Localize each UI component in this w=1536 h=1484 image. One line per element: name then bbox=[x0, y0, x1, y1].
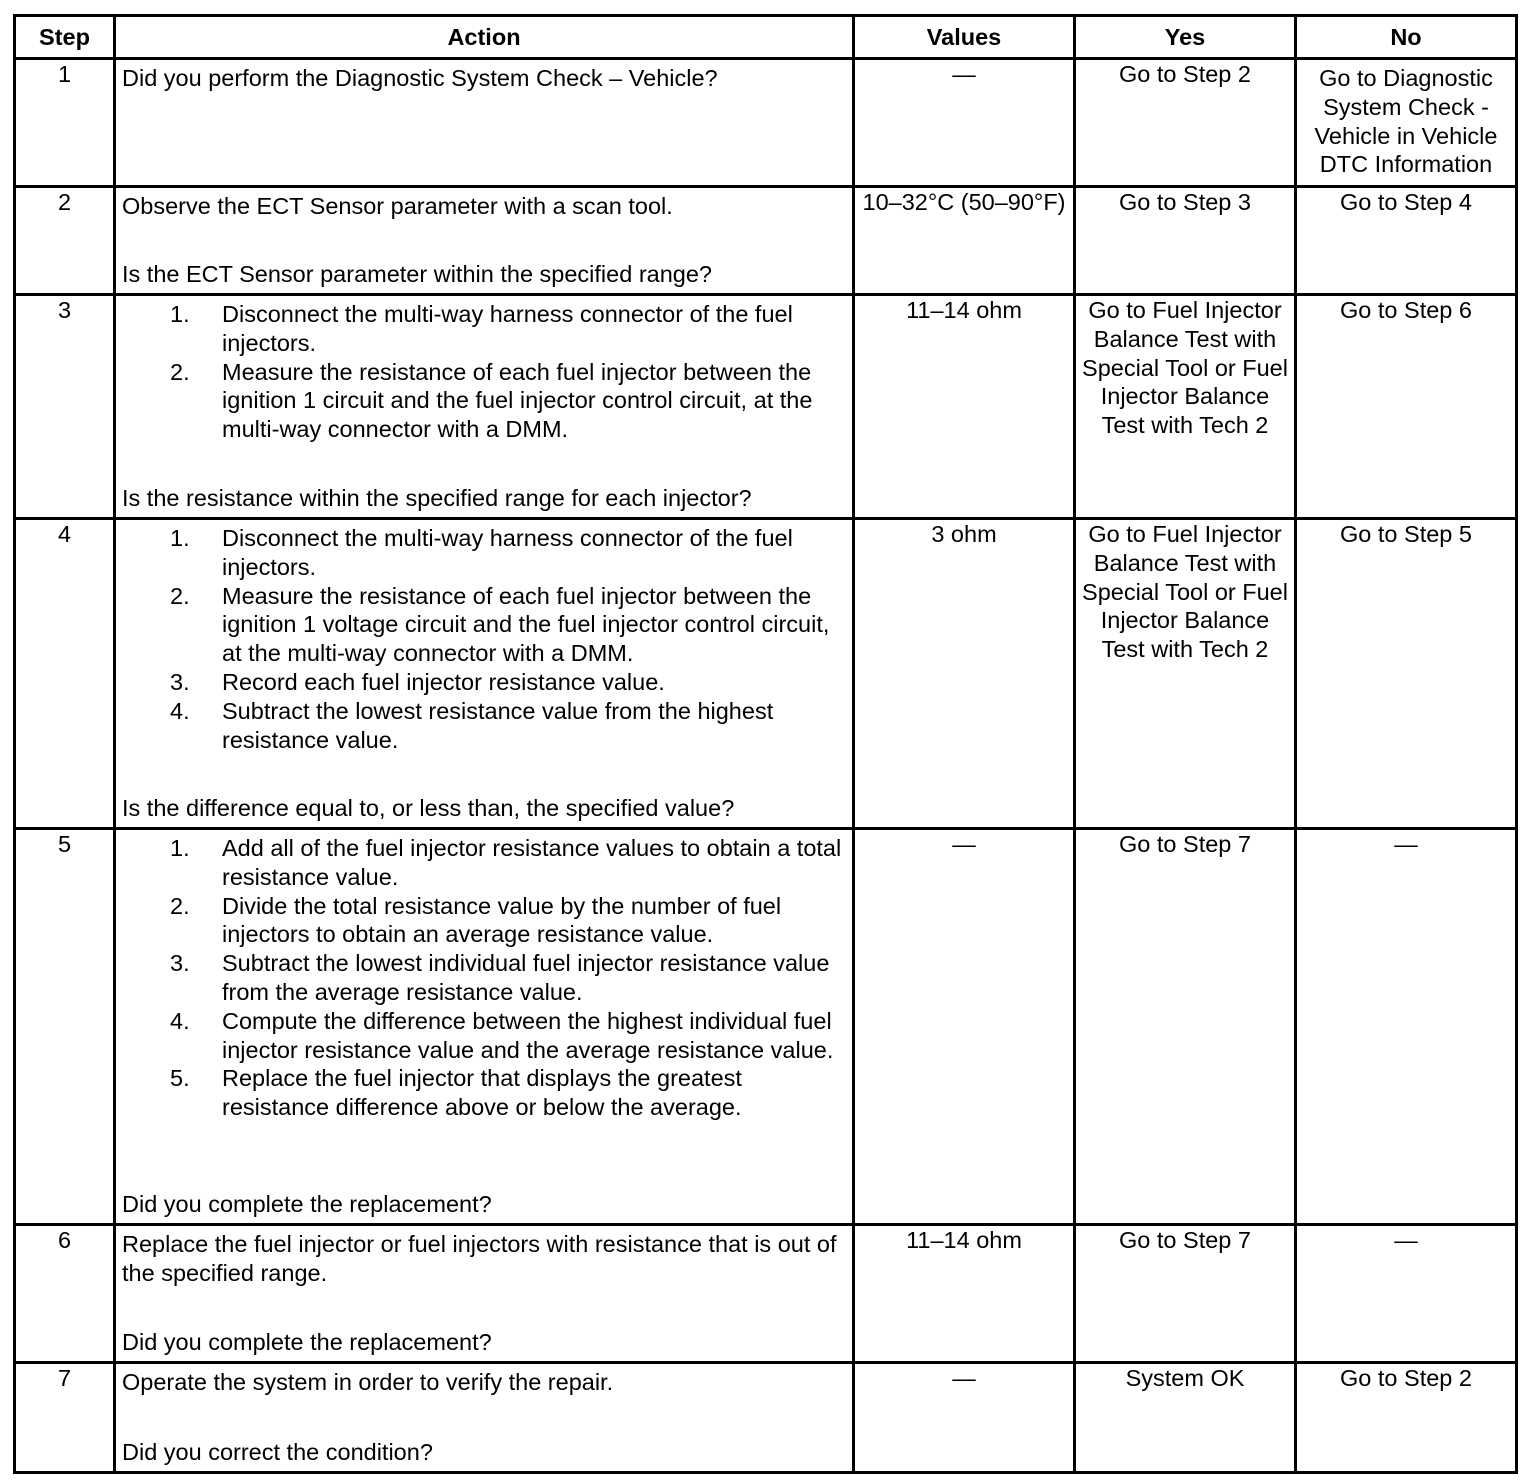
table-row bbox=[15, 295, 1517, 519]
action-step-text: Add all of the fuel injector resistance values to obtain a total resistance value. bbox=[222, 835, 842, 890]
action-cell bbox=[115, 519, 854, 829]
action-question: Did you correct the condition? bbox=[122, 1439, 433, 1466]
action-step-number: 4. bbox=[170, 697, 190, 724]
action-cell bbox=[115, 187, 854, 295]
no-cell: Go to Step 2 bbox=[1296, 1363, 1517, 1473]
header-row bbox=[15, 16, 1517, 59]
value-text: — bbox=[952, 61, 976, 87]
step-number: 4 bbox=[15, 519, 115, 829]
values-cell bbox=[854, 295, 1075, 519]
action-cell bbox=[115, 1225, 854, 1363]
action-step-text: Compute the difference between the highest individual fuel injector resistance value and the average resistance value. bbox=[222, 1007, 834, 1063]
action-step-number: 1. bbox=[170, 301, 190, 327]
step-number: 6 bbox=[15, 1225, 115, 1363]
action-step-number: 2. bbox=[170, 892, 190, 919]
values-cell bbox=[854, 1363, 1075, 1473]
action-question: Is the ECT Sensor parameter within the specified range? bbox=[122, 261, 712, 288]
yes-cell: Go to Step 2 bbox=[1075, 59, 1296, 187]
yes-cell: Go to Step 7 bbox=[1075, 1225, 1296, 1363]
table-row bbox=[15, 59, 1517, 187]
no-cell: — bbox=[1296, 829, 1517, 1225]
action-steps-list bbox=[122, 300, 844, 444]
action-text: Did you perform the Diagnostic System Check – Vehicle? bbox=[122, 65, 718, 91]
yes-cell: Go to Step 7 bbox=[1075, 829, 1296, 1225]
yes-cell: Go to Fuel Injector Balance Test with Special Tool or Fuel Injector Balance Test with Tech 2 bbox=[1075, 295, 1296, 519]
yes-cell: Go to Fuel Injector Balance Test with Special Tool or Fuel Injector Balance Test with Tech 2 bbox=[1075, 519, 1296, 829]
values-cell bbox=[854, 1225, 1075, 1363]
action-cell bbox=[115, 59, 854, 187]
table-row bbox=[15, 829, 1517, 1225]
header-values: Values bbox=[854, 16, 1075, 59]
action-step-number: 4. bbox=[170, 1007, 190, 1034]
action-question: Is the difference equal to, or less than, the specified value? bbox=[122, 795, 735, 822]
step-number: 5 bbox=[15, 829, 115, 1225]
action-step-item bbox=[122, 949, 844, 1007]
action-step-text: Disconnect the multi-way harness connector of the fuel injectors. bbox=[222, 525, 793, 580]
action-step-text: Subtract the lowest resistance value from the highest resistance value. bbox=[222, 697, 774, 753]
action-text: Replace the fuel injector or fuel injectors with resistance that is out of the specified range. bbox=[122, 1231, 837, 1286]
action-step-item bbox=[122, 697, 844, 755]
table-row bbox=[15, 1225, 1517, 1363]
action-step-item bbox=[122, 300, 844, 358]
action-question: Is the resistance within the specified range for each injector? bbox=[122, 485, 752, 512]
action-step-item bbox=[122, 668, 844, 697]
header-step: Step bbox=[15, 16, 115, 59]
no-cell: Go to Step 6 bbox=[1296, 295, 1517, 519]
header-action: Action bbox=[115, 16, 854, 59]
action-step-text: Measure the resistance of each fuel injector between the ignition 1 circuit and the fuel injector control circuit, at the multi-way connector with a DMM. bbox=[222, 358, 813, 443]
action-step-item bbox=[122, 1064, 844, 1122]
step-number: 2 bbox=[15, 187, 115, 295]
action-step-item bbox=[122, 892, 844, 950]
table-row bbox=[15, 1363, 1517, 1473]
action-step-number: 5. bbox=[170, 1065, 190, 1092]
action-step-text: Measure the resistance of each fuel injector between the ignition 1 voltage circuit and the fuel injector control circuit, at the multi-way connector with a DMM. bbox=[222, 582, 830, 667]
yes-cell: Go to Step 3 bbox=[1075, 187, 1296, 295]
value-text: 11–14 ohm bbox=[906, 297, 1022, 323]
values-cell bbox=[854, 519, 1075, 829]
value-text: — bbox=[952, 831, 976, 857]
yes-cell: System OK bbox=[1075, 1363, 1296, 1473]
action-cell bbox=[115, 829, 854, 1225]
no-cell: Go to Step 5 bbox=[1296, 519, 1517, 829]
action-question: Did you complete the replacement? bbox=[122, 1329, 492, 1356]
action-step-number: 1. bbox=[170, 525, 190, 551]
value-text: 3 ohm bbox=[931, 521, 997, 547]
action-text: Observe the ECT Sensor parameter with a scan tool. bbox=[122, 193, 673, 219]
step-number: 3 bbox=[15, 295, 115, 519]
table-row bbox=[15, 187, 1517, 295]
values-cell bbox=[854, 187, 1075, 295]
value-text: — bbox=[952, 1365, 976, 1391]
header-no: No bbox=[1296, 16, 1517, 59]
table-row bbox=[15, 519, 1517, 829]
action-text: Operate the system in order to verify the repair. bbox=[122, 1369, 614, 1395]
action-step-number: 1. bbox=[170, 835, 190, 861]
header-yes: Yes bbox=[1075, 16, 1296, 59]
action-step-number: 3. bbox=[170, 950, 190, 977]
value-text: 11–14 ohm bbox=[906, 1227, 1022, 1253]
action-step-number: 3. bbox=[170, 668, 190, 695]
no-cell: Go to Step 4 bbox=[1296, 187, 1517, 295]
values-cell bbox=[854, 829, 1075, 1225]
action-step-text: Divide the total resistance value by the number of fuel injectors to obtain an average resistance value. bbox=[222, 892, 782, 948]
action-step-item bbox=[122, 524, 844, 582]
action-step-item bbox=[122, 358, 844, 444]
diagnostic-table bbox=[13, 14, 1518, 1474]
action-step-text: Replace the fuel injector that displays the greatest resistance difference above or below the average. bbox=[222, 1065, 742, 1121]
action-step-number: 2. bbox=[170, 358, 190, 385]
value-text: 10–32°C (50–90°F) bbox=[862, 189, 1066, 215]
action-step-item bbox=[122, 582, 844, 668]
action-steps-list bbox=[122, 524, 844, 754]
step-number: 7 bbox=[15, 1363, 115, 1473]
action-step-number: 2. bbox=[170, 582, 190, 609]
no-cell: — bbox=[1296, 1225, 1517, 1363]
action-step-text: Disconnect the multi-way harness connector of the fuel injectors. bbox=[222, 301, 793, 356]
action-question: Did you complete the replacement? bbox=[122, 1191, 492, 1218]
no-cell: Go to Diagnostic System Check - Vehicle in Vehicle DTC Information bbox=[1296, 59, 1517, 187]
action-step-item bbox=[122, 834, 844, 892]
action-steps-list bbox=[122, 834, 844, 1122]
action-step-item bbox=[122, 1007, 844, 1065]
action-cell bbox=[115, 295, 854, 519]
action-cell bbox=[115, 1363, 854, 1473]
action-step-text: Subtract the lowest individual fuel injector resistance value from the average resistance value. bbox=[222, 950, 830, 1005]
values-cell bbox=[854, 59, 1075, 187]
step-number: 1 bbox=[15, 59, 115, 187]
action-step-text: Record each fuel injector resistance value. bbox=[222, 668, 665, 695]
